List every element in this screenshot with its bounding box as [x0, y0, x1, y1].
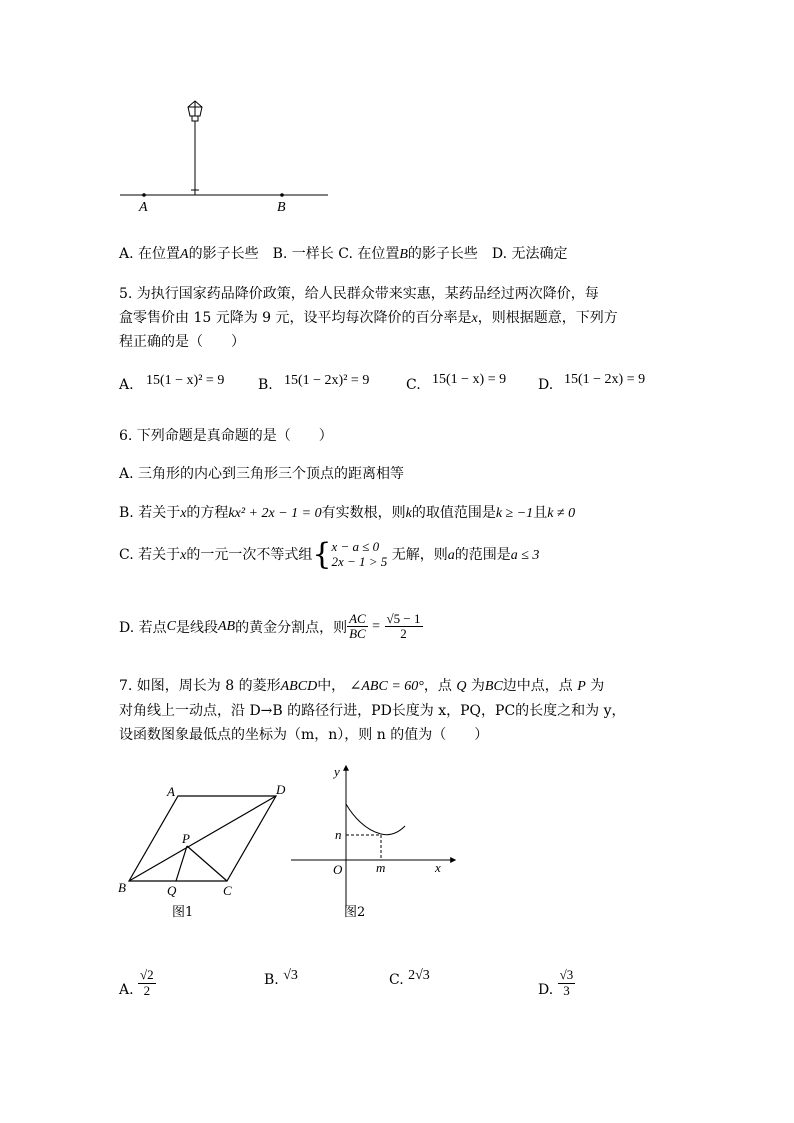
q7-line1-bc: BC — [484, 679, 503, 694]
q7-line1-e: 边中点，点 — [502, 678, 573, 694]
lamp-post-figure — [110, 95, 340, 220]
rhombus-figure — [110, 778, 300, 923]
q7-line1-abcd: ABCD — [280, 679, 318, 694]
q6-opt-b-k: k — [405, 506, 412, 521]
q7-line1-c: ，点 — [423, 678, 452, 694]
q6-opt-c-1: C. 若关于 — [119, 547, 181, 563]
q7-opt-b-label: B. — [264, 972, 279, 988]
q6-opt-c-2: 的一元一次不等式组 — [186, 547, 313, 563]
q6-opt-b-3: 有实数根，则 — [321, 505, 406, 521]
fig1-label-p: P — [182, 831, 190, 846]
fig1-label-c: C — [223, 883, 232, 898]
fig2-label-x: x — [435, 860, 441, 875]
ratio-eq: = — [372, 618, 381, 634]
q7-opt-d-num: √3 — [559, 967, 574, 983]
q5-line2-var: x — [471, 311, 478, 326]
q6-opt-d-1: D. 若点 — [119, 619, 167, 636]
lamp-head-icon — [188, 101, 202, 121]
q7-opt-d-frac — [558, 968, 576, 998]
q7-opt-c-label: C. — [389, 972, 404, 988]
ratio-fraction — [347, 612, 368, 642]
q6-opt-d-2: 是线段 — [175, 619, 218, 636]
q6-opt-b — [119, 502, 575, 522]
q7-line1-f: 为 — [590, 678, 605, 694]
ratio-den: BC — [349, 626, 366, 642]
q4-opt-a-var: A — [180, 247, 189, 262]
q6-opt-d-3: 的黄金分割点，则 — [235, 619, 348, 636]
q5-line2-pre: 盒零售价由 15 元降为 9 元，设平均每次降价的百分率是 — [119, 310, 472, 326]
q5-line3: 程正确的是（ ） — [119, 334, 245, 350]
q6-opt-b-eq: kx² + 2x − 1 = 0 — [228, 506, 322, 521]
q7-opt-d-den: 3 — [563, 982, 570, 998]
inequality-system — [331, 540, 387, 570]
q4-opt-d: D. 无法确定 — [491, 246, 568, 262]
q5-opt-d — [538, 377, 553, 393]
q6-opt-c-x: x — [180, 548, 187, 563]
diagonal-bd — [129, 796, 276, 881]
fig1-label-a: A — [167, 784, 175, 799]
ratio-num: AC — [349, 611, 366, 626]
q7-opt-b-expr: √3 — [283, 968, 298, 983]
q5-opt-b — [258, 377, 273, 393]
function-graph-figure — [285, 758, 465, 923]
point-b — [280, 193, 284, 197]
q7-line3: 设函数图象最低点的坐标为（m，n），则 n 的值为（ ） — [119, 727, 489, 743]
q5-opt-a — [119, 377, 134, 393]
q7-opt-d — [538, 958, 575, 998]
q5-opt-d-expr: 15(1 − 2x) = 9 — [564, 372, 646, 387]
system-brace: { — [312, 537, 332, 572]
q5-opt-c-expr: 15(1 − x) = 9 — [432, 372, 507, 387]
fig1-label-d: D — [276, 782, 286, 797]
q5-opt-a-label: A. — [119, 377, 134, 393]
fig2-label-m: m — [376, 860, 386, 875]
q7-line1-a: 7. 如图，周长为 8 的菱形 — [119, 678, 281, 694]
q7-line2: 对角线上一动点，沿 D→B 的路径行进，PD长度为 x，PQ，PC的长度之和为 y， — [119, 703, 626, 719]
golden-fraction — [385, 612, 423, 642]
label-a: A — [139, 200, 148, 215]
q7-line1-angle: ∠ABC = 60° — [349, 679, 424, 694]
point-a — [142, 193, 146, 197]
q6-opt-b-2: 的方程 — [186, 505, 229, 521]
q6-opt-b-1: B. 若关于 — [119, 505, 181, 521]
golden-num: √5 − 1 — [386, 611, 421, 626]
q4-options — [119, 243, 568, 263]
fig1-caption: 图1 — [172, 905, 194, 920]
q5-line2-post: ，则根据题意，下列方 — [477, 310, 618, 326]
q5-opt-d-label: D. — [538, 377, 554, 393]
ineq-2: 2x − 1 > 5 — [331, 554, 388, 569]
fig2-label-o: O — [333, 862, 343, 877]
q4-opt-c-post: 的影子长些 — [407, 246, 478, 262]
q7-line1-p: P — [577, 679, 586, 694]
q4-opt-a-pre: A. 在位置 — [119, 246, 181, 262]
q6-opt-b-neq: k ≠ 0 — [547, 506, 576, 521]
ineq-1: x − a ≤ 0 — [331, 539, 380, 555]
q5-opt-c-label: C. — [406, 377, 421, 393]
fig2-caption: 图2 — [344, 905, 366, 920]
fig1-label-q: Q — [167, 883, 177, 898]
q7-opt-c — [389, 968, 430, 989]
fig1-label-b: B — [118, 880, 126, 895]
segment-pc — [187, 846, 227, 881]
q4-opt-c-pre: C. 在位置 — [338, 246, 400, 262]
q7-opt-a — [119, 958, 156, 998]
q6-opt-c-a: a — [447, 548, 455, 563]
q6-opt-b-4: 的取值范围是 — [411, 505, 496, 521]
q6-opt-a: A. 三角形的内心到三角形三个顶点的距离相等 — [119, 466, 405, 482]
q6-opt-c-3: 无解，则 — [391, 547, 448, 563]
q7-line1-d: 为 — [470, 678, 485, 694]
golden-den: 2 — [400, 626, 407, 642]
function-curve — [346, 804, 405, 835]
q5-opt-a-expr: 15(1 − x)² = 9 — [146, 373, 225, 388]
q6-opt-c-4: 的范围是 — [454, 547, 511, 563]
q5-opt-c — [406, 377, 421, 393]
q6-opt-b-range: k ≥ −1 — [495, 506, 534, 521]
q6-opt-d — [119, 612, 423, 642]
q5-opt-b-expr: 15(1 − 2x)² = 9 — [284, 373, 370, 388]
q6-opt-b-5: 且 — [533, 505, 548, 521]
q6-opt-b-x: x — [180, 506, 187, 521]
q6-opt-d-c: C — [166, 618, 176, 634]
q7-opt-a-den: 2 — [143, 982, 151, 998]
q7-opt-a-num: √2 — [140, 967, 154, 983]
q5-opt-b-label: B. — [258, 377, 273, 393]
q7-opt-b — [264, 968, 298, 989]
q7-opt-a-label: A. — [119, 982, 134, 998]
label-b: B — [277, 200, 286, 215]
q7-line1-q: Q — [456, 679, 467, 694]
fig2-label-y: y — [334, 764, 340, 779]
q6-stem: 6. 下列命题是真命题的是（ ） — [119, 428, 333, 444]
q7-opt-d-label: D. — [538, 982, 554, 998]
fig2-label-n: n — [335, 827, 342, 842]
q6-opt-d-ab: AB — [217, 618, 236, 634]
q6-opt-c — [119, 537, 540, 572]
q7-opt-a-frac — [138, 968, 156, 998]
q7-opt-c-expr: 2√3 — [408, 968, 430, 983]
q6-opt-c-range: a ≤ 3 — [510, 548, 540, 563]
q4-opt-c-var: B — [399, 247, 408, 262]
q7-line1-b: 中， — [317, 678, 346, 694]
q5-line2 — [119, 307, 618, 327]
q4-opt-a-post: 的影子长些 — [188, 246, 259, 262]
q5-line1: 5. 为执行国家药品降价政策，给人民群众带来实惠，某药品经过两次降价，每 — [119, 286, 599, 302]
q4-opt-b: B. 一样长 — [272, 246, 334, 262]
q7-line1 — [119, 675, 604, 695]
